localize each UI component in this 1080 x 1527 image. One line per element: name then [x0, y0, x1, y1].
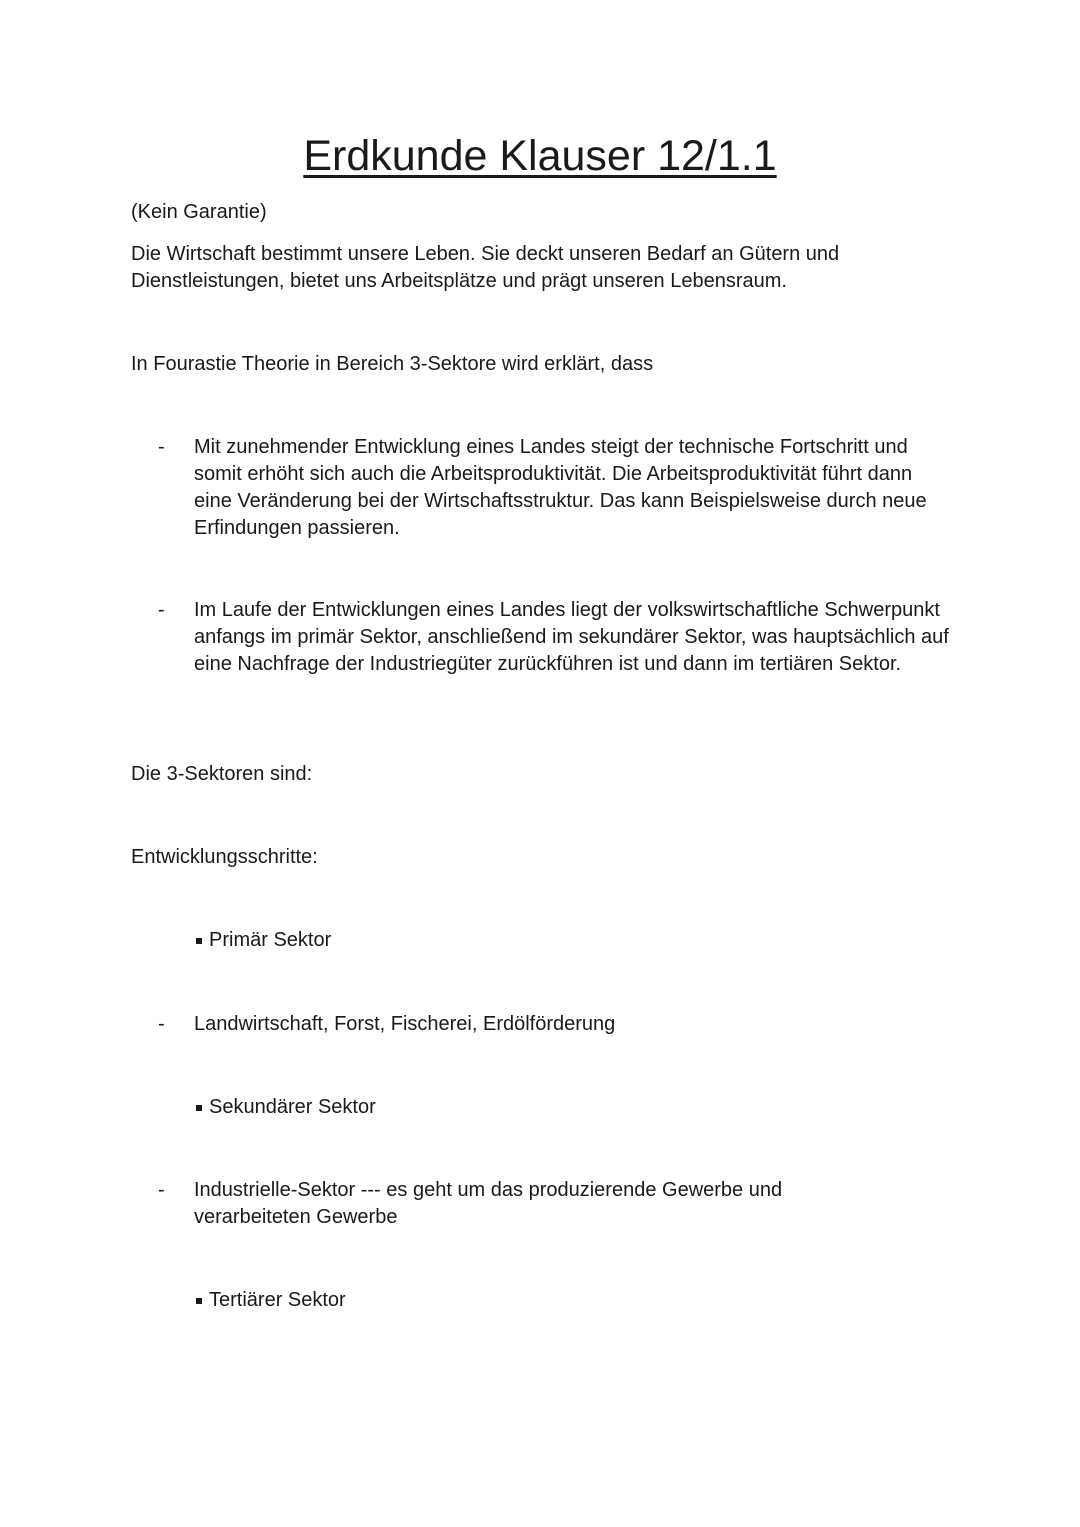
- sector-item-primary: [196, 927, 331, 954]
- dash-marker: -: [158, 1179, 165, 1201]
- page-title: [0, 128, 1080, 184]
- disclaimer-note: (Kein Garantie): [131, 201, 267, 223]
- theory-point: Im Laufe der Entwicklungen eines Landes liegt der volkswirtschaftliche Schwerpunkt anfangs im primär Sektor, anschließend im sekundärer Sektor, was hauptsächlich auf eine Nachfrage der Industriegüter zurückführen ist und dann im tertiären Sektor.: [194, 599, 949, 675]
- theory-intro: In Fourastie Theorie in Bereich 3-Sektore wird erklärt, dass: [131, 353, 654, 375]
- steps-heading: Entwicklungsschritte:: [131, 846, 318, 868]
- dash-marker: -: [158, 1013, 165, 1035]
- sectors-heading: Die 3-Sektoren sind:: [131, 763, 313, 785]
- square-bullet-icon: [196, 938, 202, 944]
- dash-marker: -: [158, 599, 165, 621]
- sector-item-tertiary: [196, 1287, 346, 1314]
- sector-detail: Landwirtschaft, Forst, Fischerei, Erdölförderung: [194, 1013, 616, 1035]
- sector-name: Primär Sektor: [209, 929, 332, 951]
- sector-name: Tertiärer Sektor: [209, 1289, 346, 1311]
- sector-name: Sekundärer Sektor: [209, 1096, 376, 1118]
- sector-item-secondary: [196, 1094, 376, 1121]
- theory-point: Mit zunehmender Entwicklung eines Landes steigt der technische Fortschritt und somit erhöht sich auch die Arbeitsproduktivität. Die Arbeitsproduktivität führt dann eine Veränderung bei der Wirtschaftsstruktur. Das kann Beispielsweise durch neue Erfindungen passieren.: [194, 436, 927, 539]
- square-bullet-icon: [196, 1105, 202, 1111]
- intro-paragraph: Die Wirtschaft bestimmt unsere Leben. Sie deckt unseren Bedarf an Gütern und Dienstleistungen, bietet uns Arbeitsplätze und prägt unseren Lebensraum.: [131, 243, 840, 292]
- square-bullet-icon: [196, 1298, 202, 1304]
- page-title-text: Erdkunde Klauser 12/1.1: [303, 132, 777, 180]
- sector-detail: Industrielle-Sektor --- es geht um das produzierende Gewerbe und verarbeiteten Gewerbe: [194, 1179, 783, 1228]
- dash-marker: -: [158, 436, 165, 458]
